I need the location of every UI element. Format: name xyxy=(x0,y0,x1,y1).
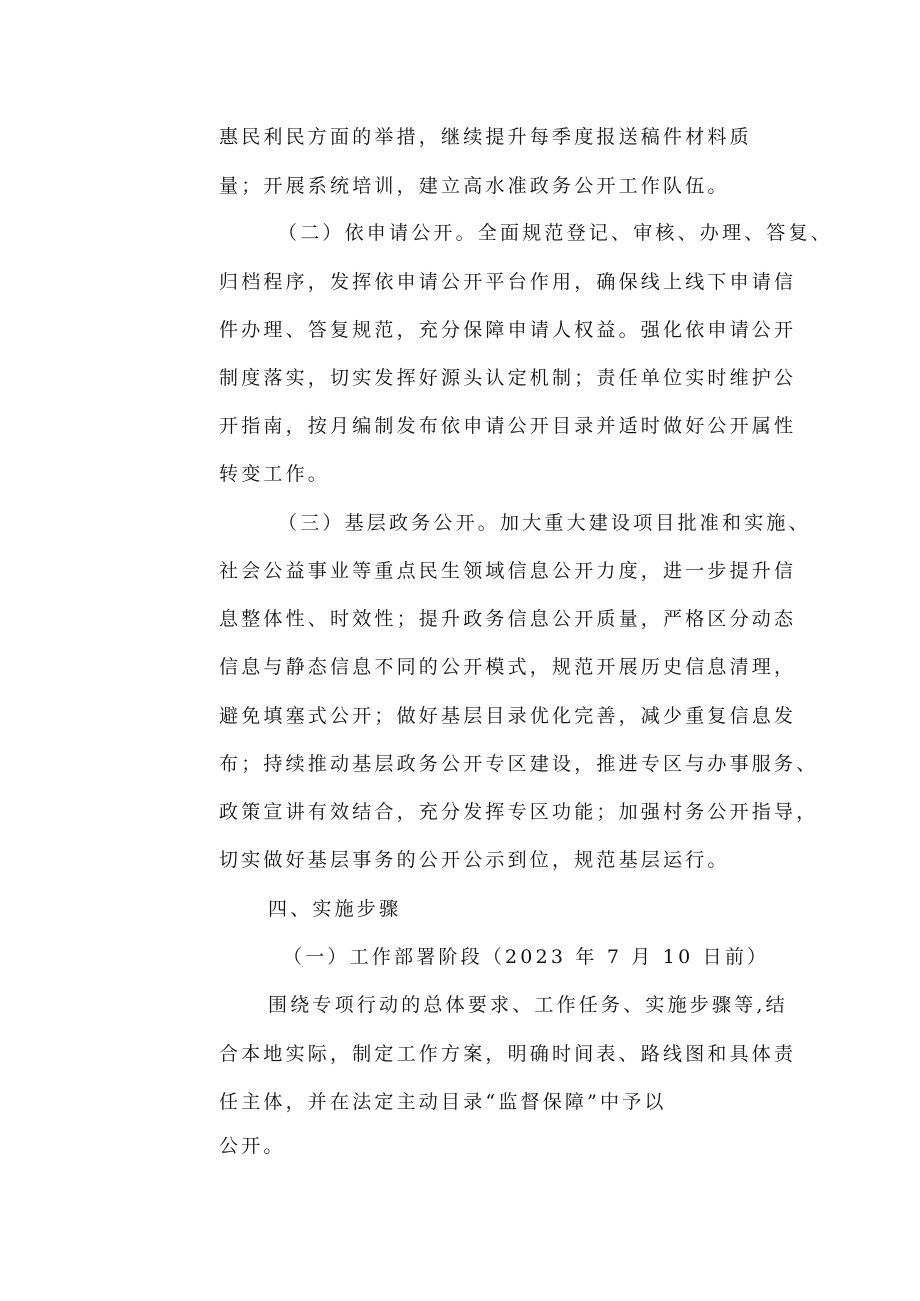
paragraph-line: 息整体性、时效性；提升政务信息公开质量，严格区分动态 xyxy=(219,608,797,630)
paragraph-line: 信息与静态信息不同的公开模式，规范开展历史信息清理， xyxy=(219,656,797,678)
paragraph-line: 布；持续推动基层政务公开专区建设，推进专区与办事服务、 xyxy=(219,753,819,775)
paragraph-line: 开指南，按月编制发布依申请公开目录并适时做好公开属性 xyxy=(219,415,797,437)
paragraph-line: 社会公益事业等重点民生领域信息公开力度，进一步提升信 xyxy=(219,560,797,582)
paragraph-line: 任主体，并在法定主动目录“监督保障”中予以 xyxy=(219,1091,667,1113)
section-heading: 四、实施步骤 xyxy=(268,898,402,920)
paragraph-line: 归档程序，发挥依申请公开平台作用，确保线上线下申请信 xyxy=(219,271,797,293)
paragraph-line: 量；开展系统培训，建立高水准政务公开工作队伍。 xyxy=(219,175,730,197)
paragraph-line: 围绕专项行动的总体要求、工作任务、实施步骤等,结 xyxy=(268,994,788,1016)
paragraph-line: （二）依申请公开。全面规范登记、审核、办理、答复、 xyxy=(278,222,834,244)
paragraph-line: 合本地实际，制定工作方案，明确时间表、路线图和具体责 xyxy=(219,1043,797,1065)
subsection-heading: （一）工作部署阶段（2023 年 7 月 10 日前） xyxy=(283,946,770,968)
paragraph-line: 切实做好基层事务的公开公示到位，规范基层运行。 xyxy=(219,849,730,871)
paragraph-line: 转变工作。 xyxy=(219,463,331,485)
paragraph-line: 避免填塞式公开；做好基层目录优化完善，减少重复信息发 xyxy=(219,705,797,727)
paragraph-line: 制度落实，切实发挥好源头认定机制；责任单位实时维护公 xyxy=(219,367,797,389)
paragraph-line: 公开。 xyxy=(219,1135,286,1157)
paragraph-line: 惠民利民方面的举措，继续提升每季度报送稿件材料质 xyxy=(219,126,752,148)
paragraph-line: 件办理、答复规范，充分保障申请人权益。强化依申请公开 xyxy=(219,319,797,341)
paragraph-line: 政策宣讲有效结合，充分发挥专区功能；加强村务公开指导， xyxy=(219,801,819,823)
paragraph-line: （三）基层政务公开。加大重大建设项目批准和实施、 xyxy=(278,512,811,534)
